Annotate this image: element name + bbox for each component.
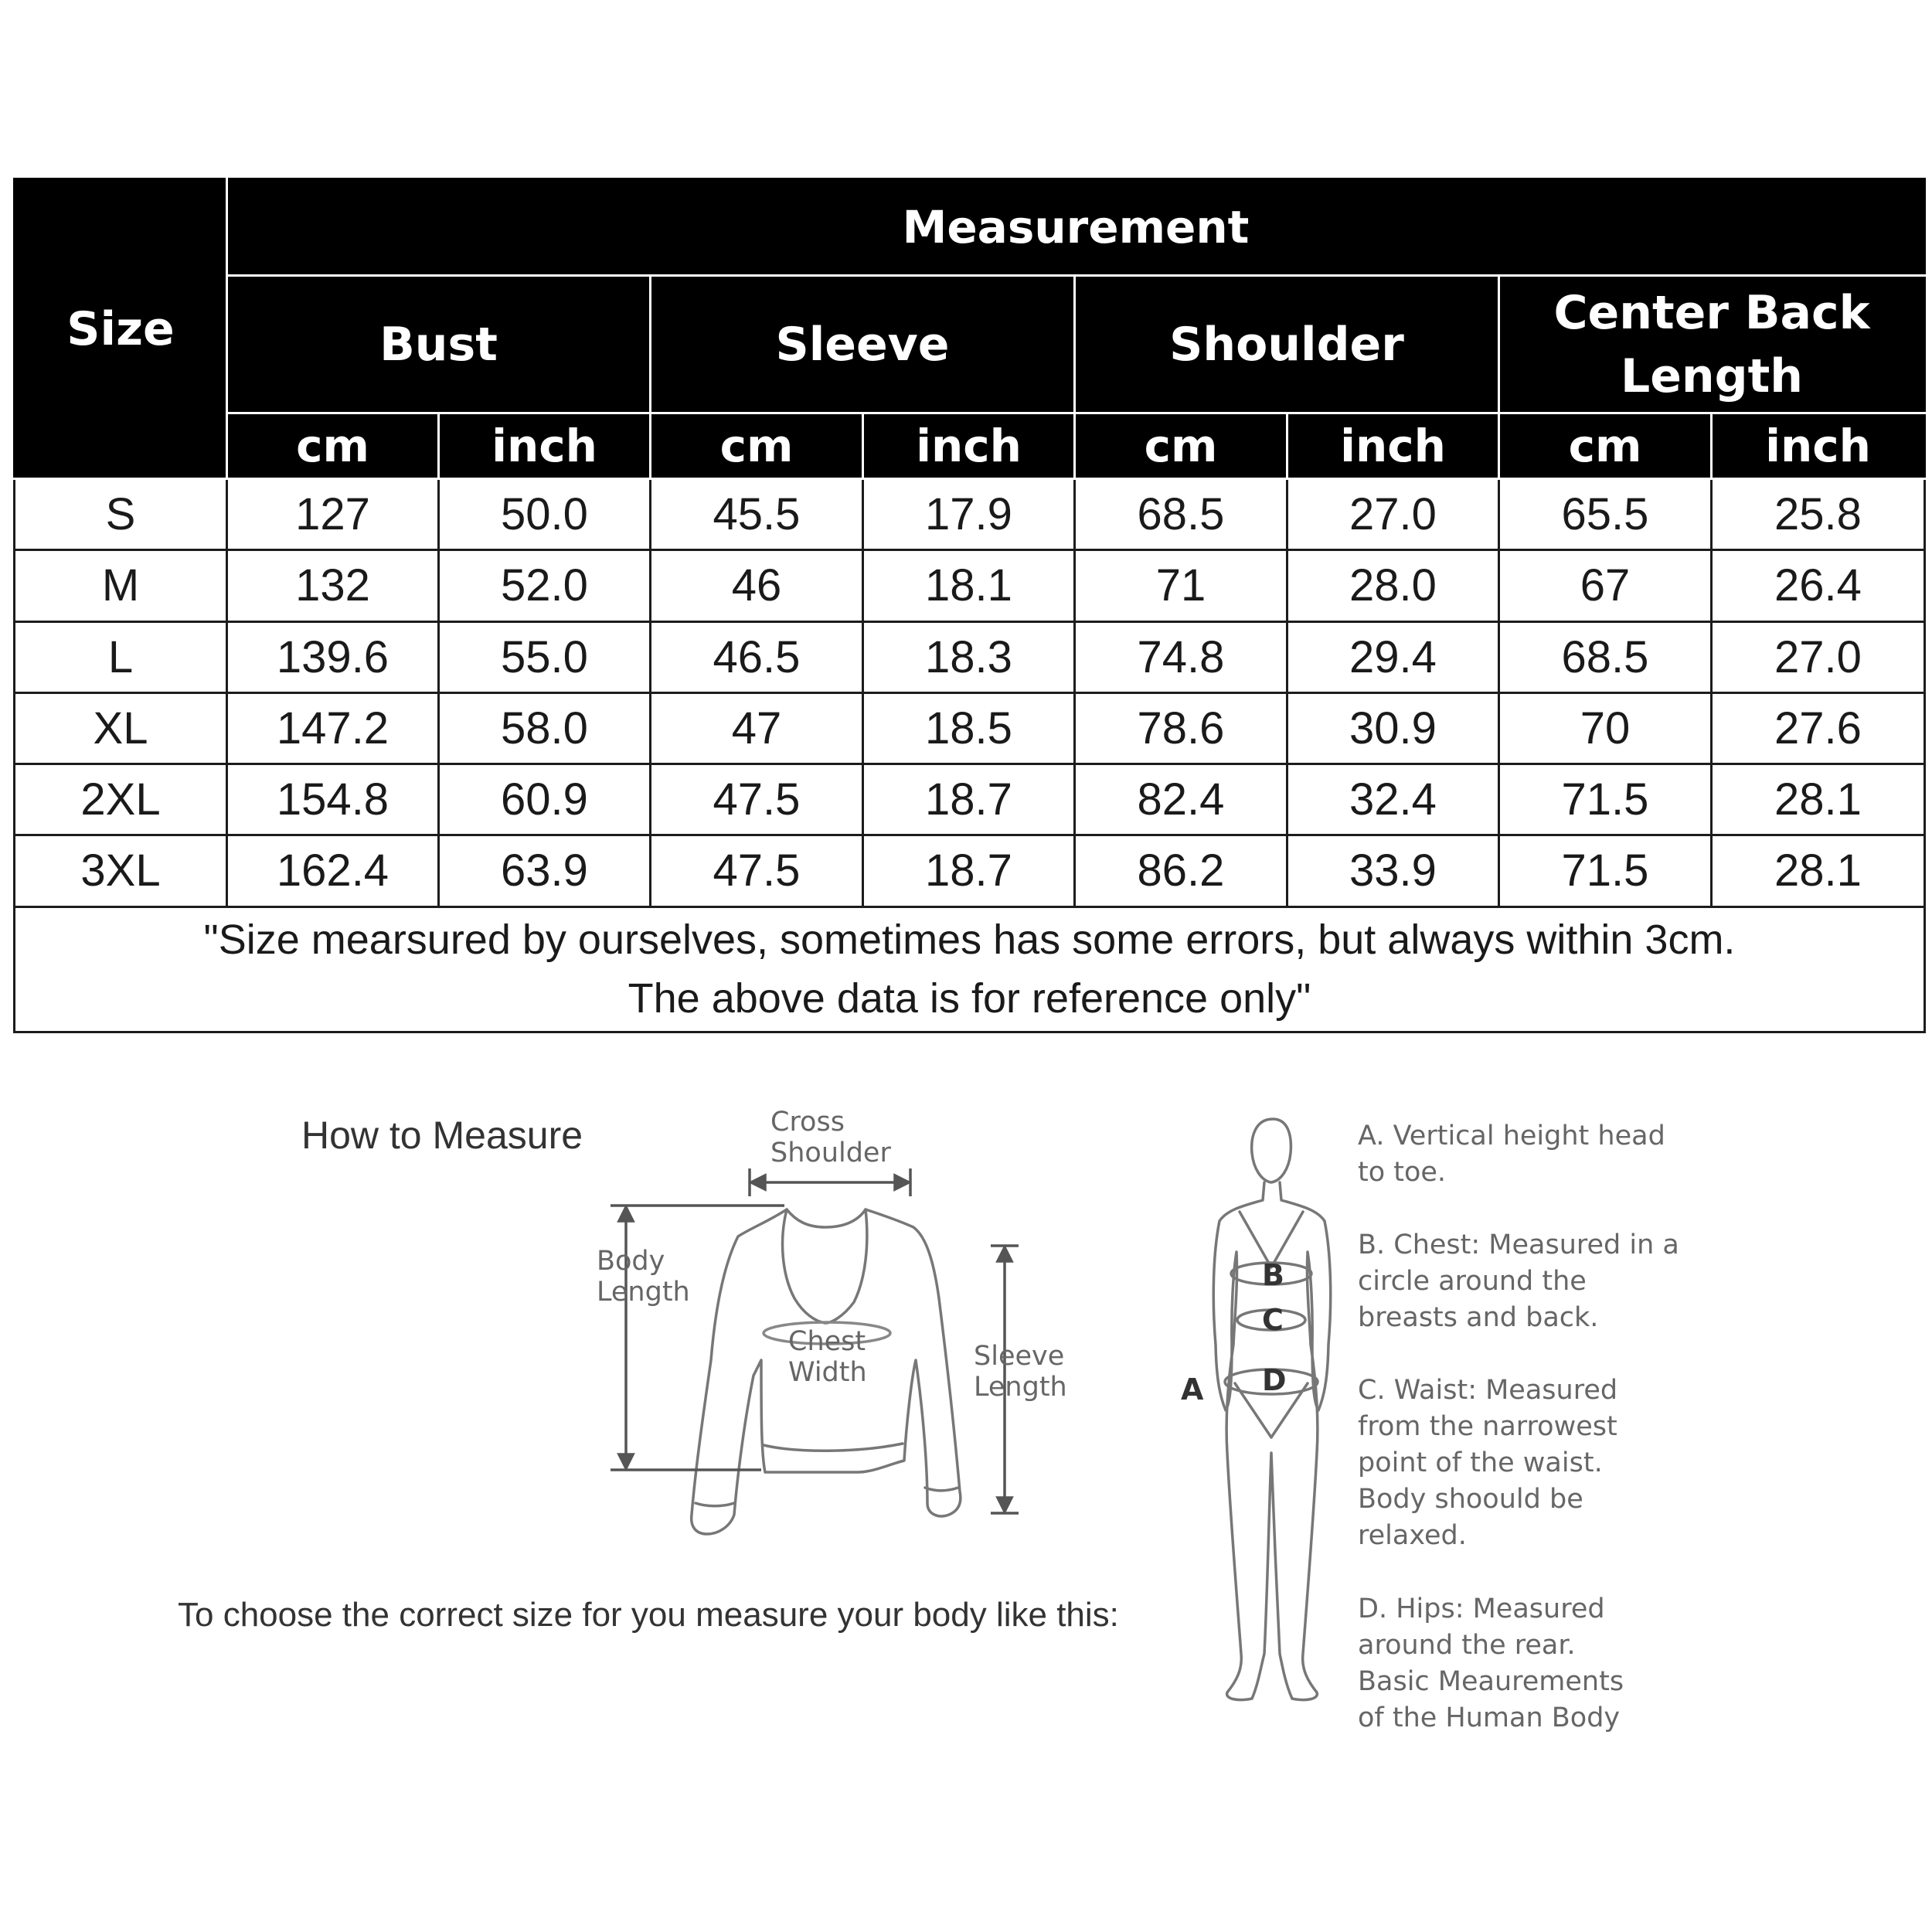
unit-header-inch: inch	[1712, 413, 1925, 478]
unit-header-inch: inch	[863, 413, 1075, 478]
value-cell: 86.2	[1075, 835, 1287, 906]
value-cell: 17.9	[863, 479, 1075, 550]
value-cell: 25.8	[1712, 479, 1925, 550]
size-cell: 2XL	[15, 764, 227, 835]
value-cell: 33.9	[1287, 835, 1499, 906]
sleeve-header: Sleeve	[651, 276, 1075, 413]
body-length-label: Body Length	[597, 1246, 690, 1308]
value-cell: 50.0	[439, 479, 651, 550]
value-cell: 132	[227, 550, 439, 621]
how-to-measure-title: How to Measure	[301, 1114, 583, 1157]
value-cell: 18.7	[863, 764, 1075, 835]
measure-instruction: To choose the correct size for you measure your body like this:	[178, 1596, 1119, 1634]
sweater-hem	[764, 1444, 903, 1451]
value-cell: 47	[651, 692, 863, 764]
value-cell: 58.0	[439, 692, 651, 764]
size-cell: S	[15, 479, 227, 550]
value-cell: 27.0	[1287, 479, 1499, 550]
value-cell: 30.9	[1287, 692, 1499, 764]
sleeve-length-label: Sleeve Length	[974, 1341, 1067, 1403]
value-cell: 63.9	[439, 835, 651, 906]
value-cell: 45.5	[651, 479, 863, 550]
marker-d-label: D	[1262, 1363, 1287, 1397]
sweater-neckline	[783, 1209, 867, 1323]
value-cell: 47.5	[651, 835, 863, 906]
cross-shoulder-label: Cross Shoulder	[770, 1107, 891, 1168]
marker-a-label: A	[1181, 1372, 1204, 1406]
value-cell: 139.6	[227, 621, 439, 692]
value-cell: 154.8	[227, 764, 439, 835]
value-cell: 28.1	[1712, 835, 1925, 906]
measurement-header: Measurement	[227, 179, 1925, 276]
value-cell: 60.9	[439, 764, 651, 835]
value-cell: 65.5	[1499, 479, 1712, 550]
disclaimer-line-1: "Size mearsured by ourselves, sometimes has some errors, but always within 3cm.	[203, 917, 1736, 964]
disclaimer-line-2: The above data is for reference only"	[628, 975, 1311, 1022]
value-cell: 70	[1499, 692, 1712, 764]
value-cell: 27.0	[1712, 621, 1925, 692]
value-cell: 29.4	[1287, 621, 1499, 692]
size-cell: L	[15, 621, 227, 692]
value-cell: 162.4	[227, 835, 439, 906]
unit-header-cm: cm	[1499, 413, 1712, 478]
value-cell: 82.4	[1075, 764, 1287, 835]
value-cell: 68.5	[1499, 621, 1712, 692]
value-cell: 46	[651, 550, 863, 621]
sweater-cuff-right	[925, 1488, 958, 1491]
value-cell: 52.0	[439, 550, 651, 621]
description-c: C. Waist: Measured from the narrowest point of the waist. Body shoould be relaxed.	[1358, 1375, 1618, 1551]
value-cell: 67	[1499, 550, 1712, 621]
sweater-cuff-left	[696, 1503, 734, 1506]
value-cell: 26.4	[1712, 550, 1925, 621]
value-cell: 18.5	[863, 692, 1075, 764]
value-cell: 18.3	[863, 621, 1075, 692]
value-cell: 28.1	[1712, 764, 1925, 835]
value-cell: 74.8	[1075, 621, 1287, 692]
shoulder-header: Shoulder	[1075, 276, 1499, 413]
size-cell: M	[15, 550, 227, 621]
description-b: B. Chest: Measured in a circle around the breasts and back.	[1358, 1230, 1679, 1333]
size-header: Size	[15, 179, 227, 479]
unit-header-inch: inch	[1287, 413, 1499, 478]
value-cell: 28.0	[1287, 550, 1499, 621]
value-cell: 27.6	[1712, 692, 1925, 764]
value-cell: 71.5	[1499, 835, 1712, 906]
value-cell: 32.4	[1287, 764, 1499, 835]
description-d: D. Hips: Measured around the rear. Basic Meaurements of the Human Body	[1358, 1594, 1624, 1733]
body-figure	[1213, 1119, 1330, 1700]
size-cell: XL	[15, 692, 227, 764]
value-cell: 46.5	[651, 621, 863, 692]
figure-head	[1252, 1119, 1291, 1182]
value-cell: 18.1	[863, 550, 1075, 621]
unit-header-cm: cm	[1075, 413, 1287, 478]
value-cell: 127	[227, 479, 439, 550]
unit-header-cm: cm	[227, 413, 439, 478]
value-cell: 68.5	[1075, 479, 1287, 550]
value-cell: 78.6	[1075, 692, 1287, 764]
marker-b-label: B	[1262, 1258, 1284, 1292]
value-cell: 55.0	[439, 621, 651, 692]
value-cell: 47.5	[651, 764, 863, 835]
center-back-length-header: Center Back Length	[1499, 276, 1925, 413]
size-cell: 3XL	[15, 835, 227, 906]
value-cell: 18.7	[863, 835, 1075, 906]
unit-header-inch: inch	[439, 413, 651, 478]
description-a: A. Vertical height head to toe.	[1358, 1121, 1665, 1188]
unit-header-cm: cm	[651, 413, 863, 478]
value-cell: 71.5	[1499, 764, 1712, 835]
bust-header: Bust	[227, 276, 651, 413]
chest-width-label: Chest Width	[788, 1326, 867, 1388]
value-cell: 147.2	[227, 692, 439, 764]
value-cell: 71	[1075, 550, 1287, 621]
marker-c-label: C	[1262, 1303, 1284, 1337]
